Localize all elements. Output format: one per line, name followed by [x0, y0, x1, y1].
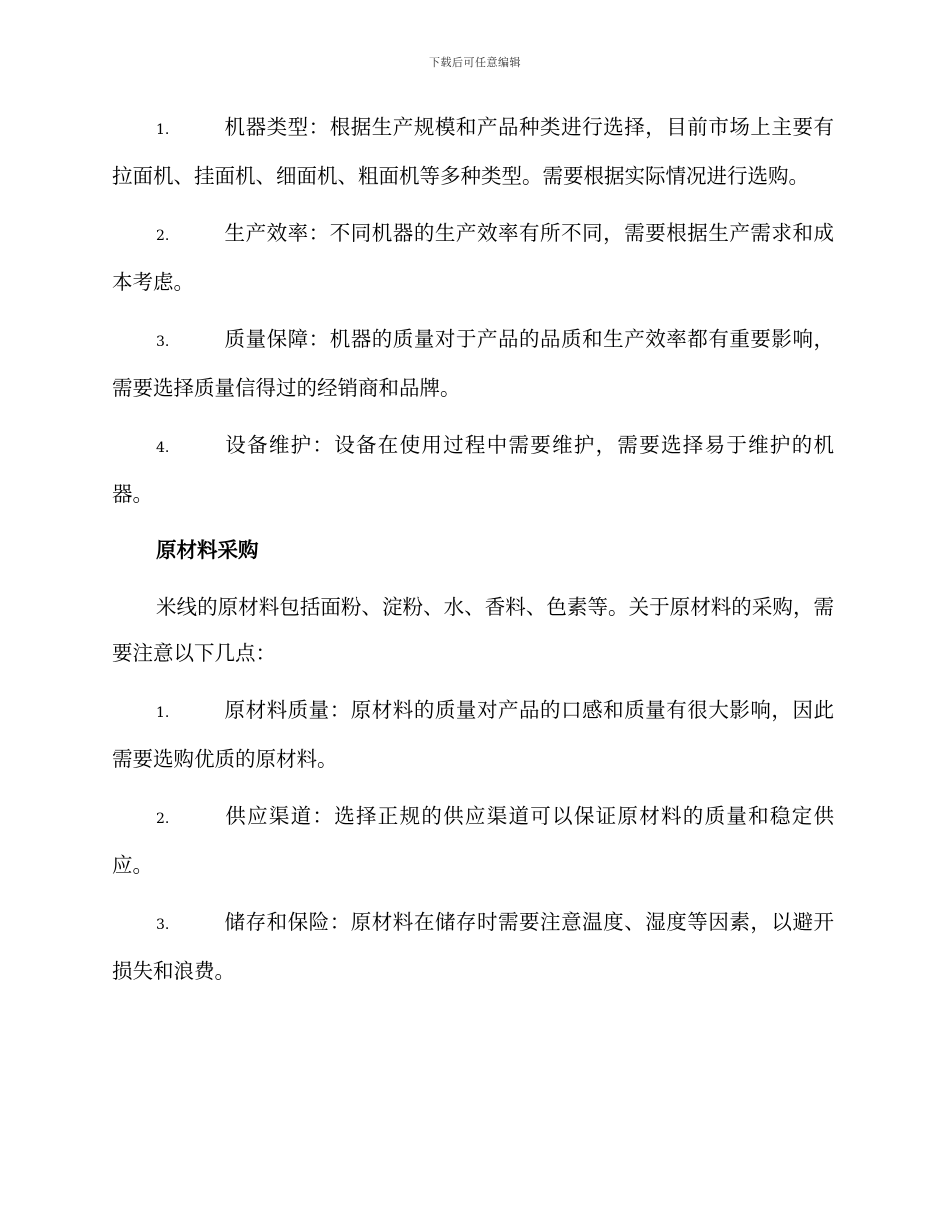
- list-item-machine-type: [112, 104, 834, 199]
- list-item-text: 原材料质量：原材料的质量对产品的口感和质量有很大影响，因此需要选购优质的原材料。: [112, 698, 834, 771]
- list-item-number: 3.: [156, 917, 170, 933]
- list-item-number: 4.: [156, 440, 170, 456]
- list-item-storage: [112, 899, 834, 994]
- list-item-text: 设备维护：设备在使用过程中需要维护，需要选择易于维护的机器。: [112, 433, 834, 506]
- list-item-number: 2.: [156, 811, 170, 827]
- list-item-number: 1.: [156, 705, 170, 721]
- list-item-production-efficiency: [112, 210, 834, 305]
- page-header: 下载后可任意编辑: [429, 56, 521, 69]
- list-item-number: 2.: [156, 228, 170, 244]
- list-item-supply-channel: [112, 793, 834, 888]
- list-item-number: 3.: [156, 334, 170, 350]
- list-item-number: 1.: [156, 122, 170, 138]
- section-heading-raw-materials: 原材料采购: [156, 538, 259, 562]
- list-item-text: 生产效率：不同机器的生产效率有所不同，需要根据生产需求和成本考虑。: [112, 221, 834, 294]
- list-item-quality-assurance: [112, 316, 834, 411]
- section-intro-paragraph: 米线的原材料包括面粉、淀粉、水、香料、色素等。关于原材料的采购，需要注意以下几点：: [112, 595, 834, 665]
- list-item-equipment-maintenance: [112, 422, 834, 517]
- list-item-material-quality: [112, 687, 834, 782]
- list-item-text: 质量保障：机器的质量对于产品的品质和生产效率都有重要影响，需要选择质量信得过的经销商和品牌。: [112, 327, 834, 400]
- document-body: [112, 104, 834, 1005]
- list-item-text: 储存和保险：原材料在储存时需要注意温度、湿度等因素，以避开损失和浪费。: [112, 910, 834, 983]
- list-item-text: 供应渠道：选择正规的供应渠道可以保证原材料的质量和稳定供应。: [112, 804, 834, 877]
- list-item-text: 机器类型：根据生产规模和产品种类进行选择，目前市场上主要有拉面机、挂面机、细面机、粗面机等多种类型。需要根据实际情况进行选购。: [112, 115, 834, 188]
